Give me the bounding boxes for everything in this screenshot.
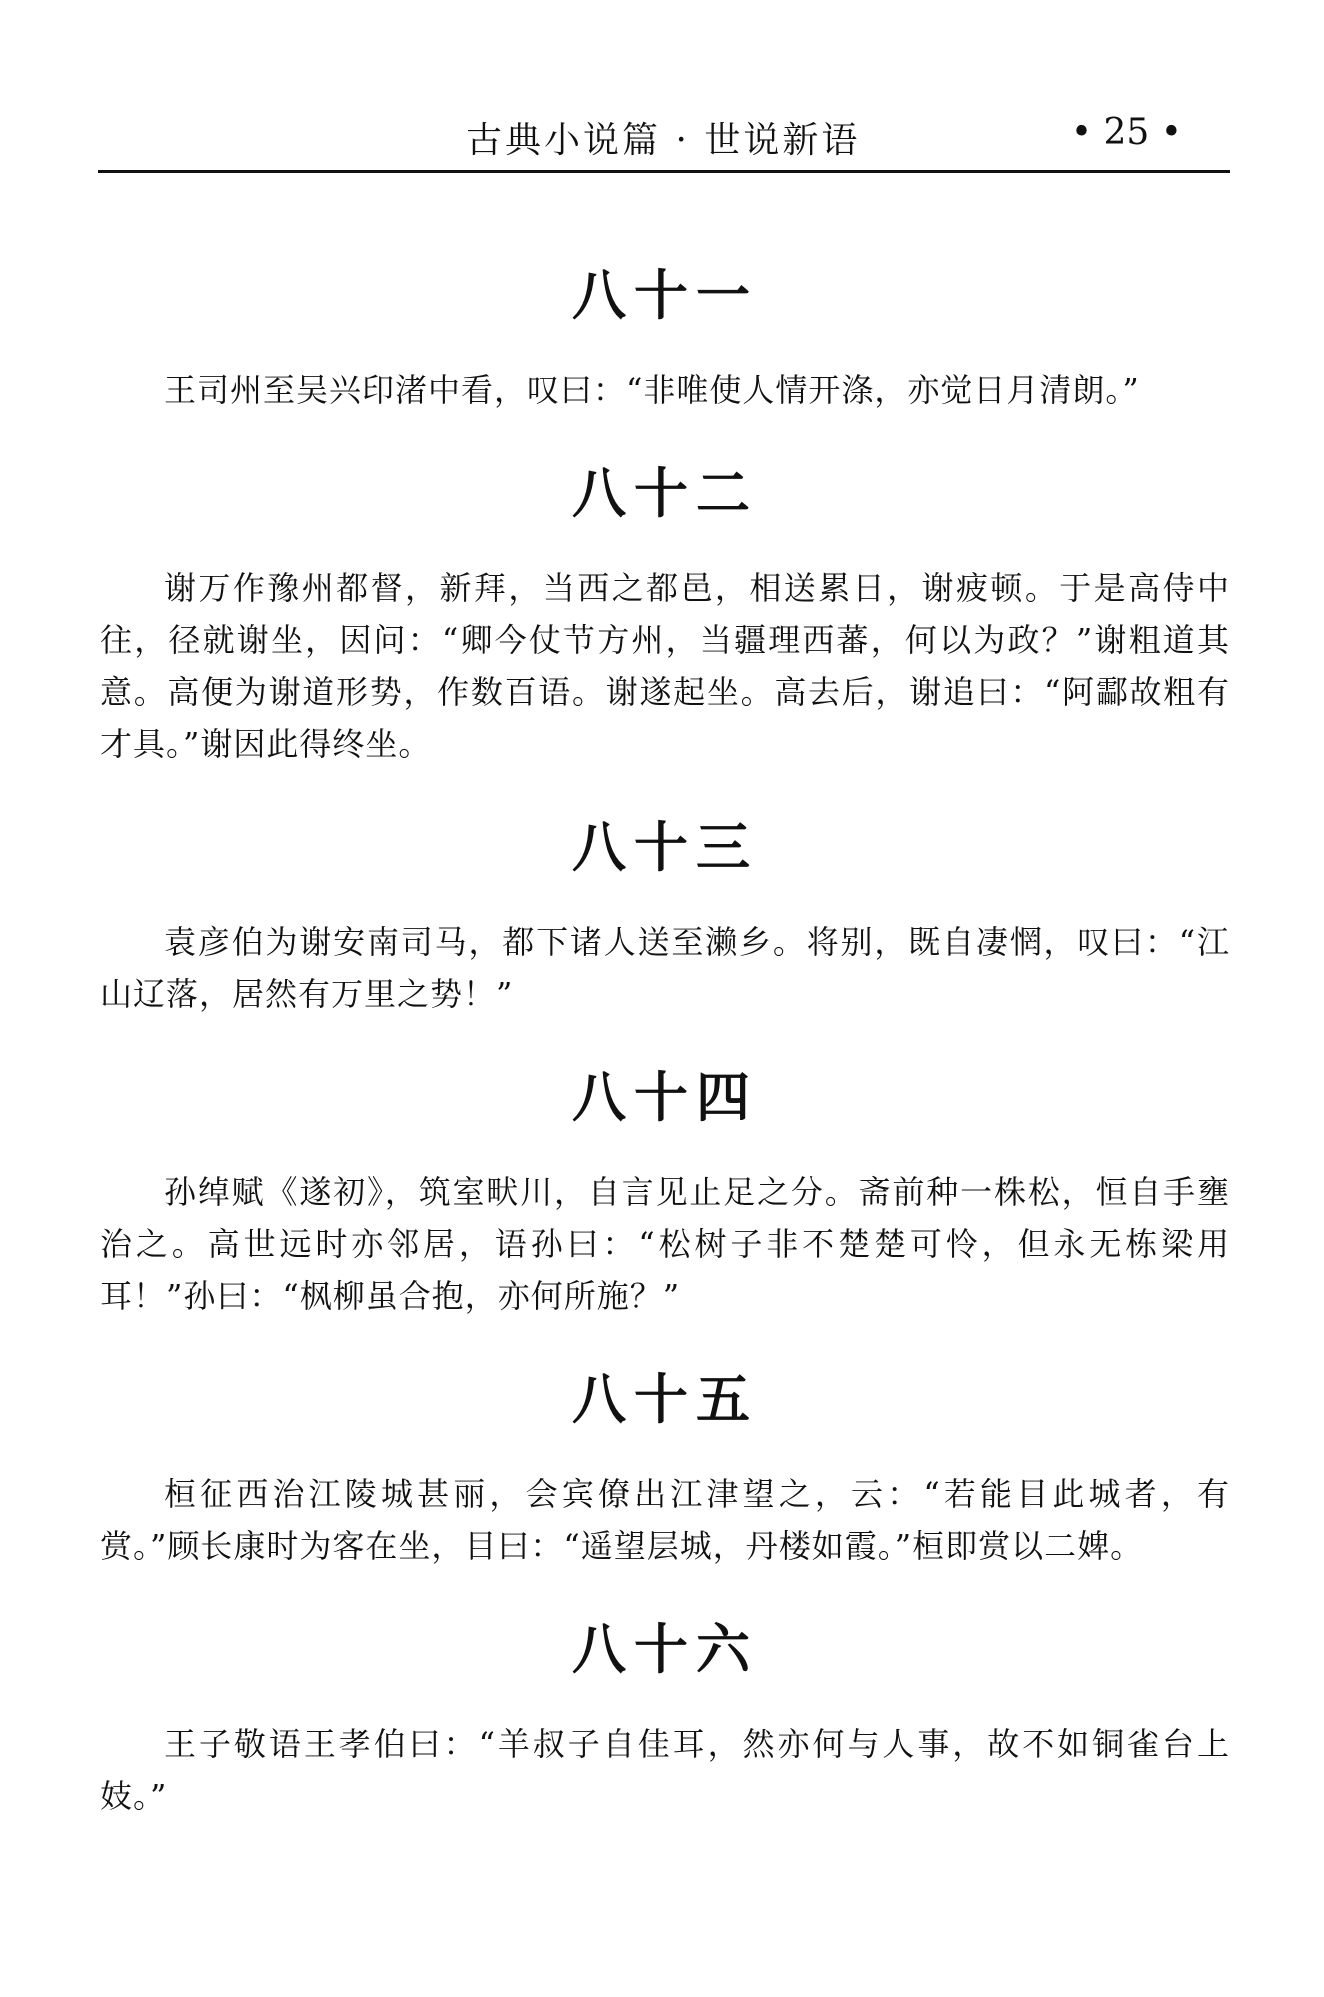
header-rule (98, 170, 1230, 173)
section-title: 八十四 (572, 1066, 758, 1129)
section-paragraph: 王子敬语王孝伯曰：“羊叔子自佳耳，然亦何与人事，故不如铜雀台上妓。” (100, 1725, 1230, 1815)
running-header-title: 古典小说篇 · 世说新语 (466, 120, 861, 161)
section-paragraph: 谢万作豫州都督，新拜，当西之都邑，相送累日，谢疲顿。于是高侍中往，径就谢坐，因问：“卿今仗节方州，当疆理西蕃，何以为政？”谢粗道其意。高便为谢道形势，作数百语。谢遂起坐。高去后，谢追曰：“阿酃故粗有才具。”谢因此得终坐。 (100, 569, 1230, 763)
page-number: • 25 • (1070, 112, 1182, 153)
section-paragraph: 桓征西治江陵城甚丽，会宾僚出江津望之，云：“若能目此城者，有赏。”顾长康时为客在坐，目曰：“遥望层城，丹楼如霞。”桓即赏以二婢。 (100, 1475, 1230, 1565)
section-paragraph: 王司州至吴兴印渚中看，叹曰：“非唯使人情开涤，亦觉日月清朗。” (164, 371, 1140, 409)
section-paragraph: 袁彦伯为谢安南司马，都下诸人送至濑乡。将别，既自凄惘，叹曰：“江山辽落，居然有万里之势！” (100, 923, 1230, 1013)
section-paragraph: 孙绰赋《遂初》，筑室畎川，自言见止足之分。斋前种一株松，恒自手壅治之。高世远时亦邻居，语孙曰：“松树子非不楚楚可怜，但永无栋梁用耳！”孙曰：“枫柳虽合抱，亦何所施？” (100, 1173, 1230, 1315)
section-title: 八十二 (572, 462, 758, 525)
page-header (98, 108, 1230, 166)
section-title: 八十五 (572, 1368, 758, 1431)
section-title: 八十三 (572, 816, 758, 879)
section-title: 八十一 (572, 264, 758, 327)
section-title: 八十六 (572, 1618, 758, 1681)
page-content (100, 258, 1230, 1822)
